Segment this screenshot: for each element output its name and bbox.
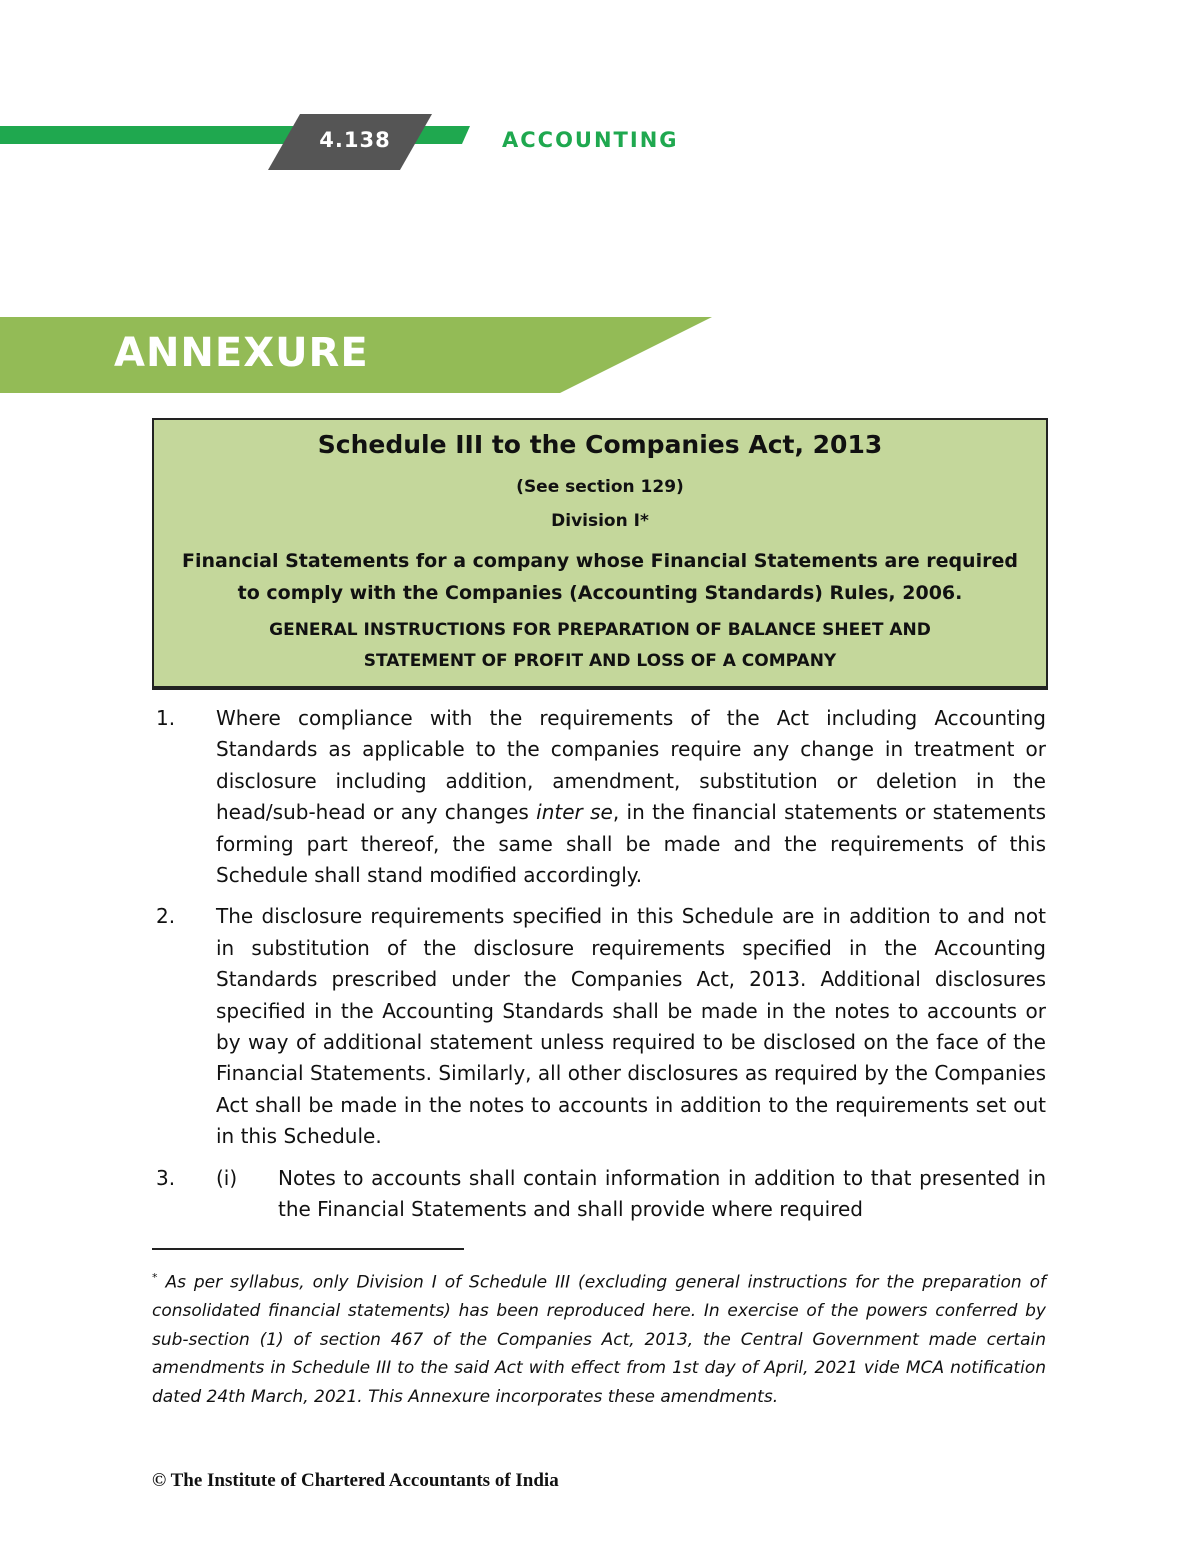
division-label: Division I* — [551, 511, 649, 531]
running-head: ACCOUNTING — [502, 128, 679, 152]
copyright-notice: © The Institute of Chartered Accountants of India — [152, 1470, 559, 1491]
footnote-divider — [152, 1248, 464, 1250]
paragraph-text: Notes to accounts shall contain information in addition to that presented in the Financial Statements and shall provide where required — [278, 1165, 1046, 1222]
footnote — [152, 1264, 1046, 1411]
paragraph-text: The disclosure requirements specified in this Schedule are in addition to and not in substitution of the disclosure requirements specified in the Accounting Standards prescribed under the Companies Act, 2013. Additional disclosures specified in the Accounting Standards shall be made in the notes to accounts or by way of additional statement unless required to be disclosed on the face of the Financial Statements. Similarly, all other disclosures as required by the Companies Act shall be made in the notes to accounts in addition to the requirements set out in this Schedule. — [216, 904, 1046, 1149]
general-instructions-line-1: GENERAL INSTRUCTIONS FOR PREPARATION OF BALANCE SHEET AND — [269, 620, 931, 640]
paragraph-number: 1. — [156, 706, 176, 730]
footnote-marker: * — [152, 1271, 158, 1284]
general-instructions-heading — [154, 615, 1046, 677]
annexure-title: ANNEXURE — [114, 330, 369, 376]
financial-statements-heading: Financial Statements for a company whose Financial Statements are required to comply with the Companies (Accounting Standards) Rules, 2006. — [182, 550, 1018, 604]
footnote-text: As per syllabus, only Division I of Schedule III (excluding general instructions for the preparation of consolidated financial statements) has been reproduced here. In exercise of the powers conferred by sub-section (1) of section 467 of the Companies Act, 2013, the Central Government made certain amendments in Schedule III to the said Act with effect from 1st day of April, 2021 vide MCA notification dated 24th March, 2021. This Annexure incorporates these amendments. — [152, 1272, 1046, 1407]
subparagraph-number: (i) — [216, 1165, 238, 1190]
paragraph-number: 3. — [156, 1165, 176, 1190]
paragraph-2 — [152, 901, 1046, 1152]
page-number: 4.138 — [319, 128, 391, 152]
see-section: (See section 129) — [516, 477, 684, 497]
paragraph-3 — [152, 1163, 1046, 1226]
schedule-box — [152, 418, 1048, 690]
general-instructions-line-2: STATEMENT OF PROFIT AND LOSS OF A COMPANY — [363, 651, 837, 671]
paragraph-text-end: , in the financial statements or statements forming part thereof, the same shall be made and the requirements of this Schedule shall stand modified accordingly. — [216, 800, 1046, 888]
paragraph-1 — [152, 703, 1046, 891]
paragraph-number: 2. — [156, 904, 176, 929]
schedule-title: Schedule III to the Companies Act, 2013 — [317, 430, 883, 459]
paragraph-text-start: Where compliance with the requirements of the Act including Accounting Standards as applicable to the companies require any change in treatment or disclosure including addition, amendment, substitution or deletion in the head/sub-head or any changes — [216, 706, 1046, 825]
paragraph-italic-term: inter se — [536, 800, 613, 825]
body-text — [152, 703, 1046, 1236]
